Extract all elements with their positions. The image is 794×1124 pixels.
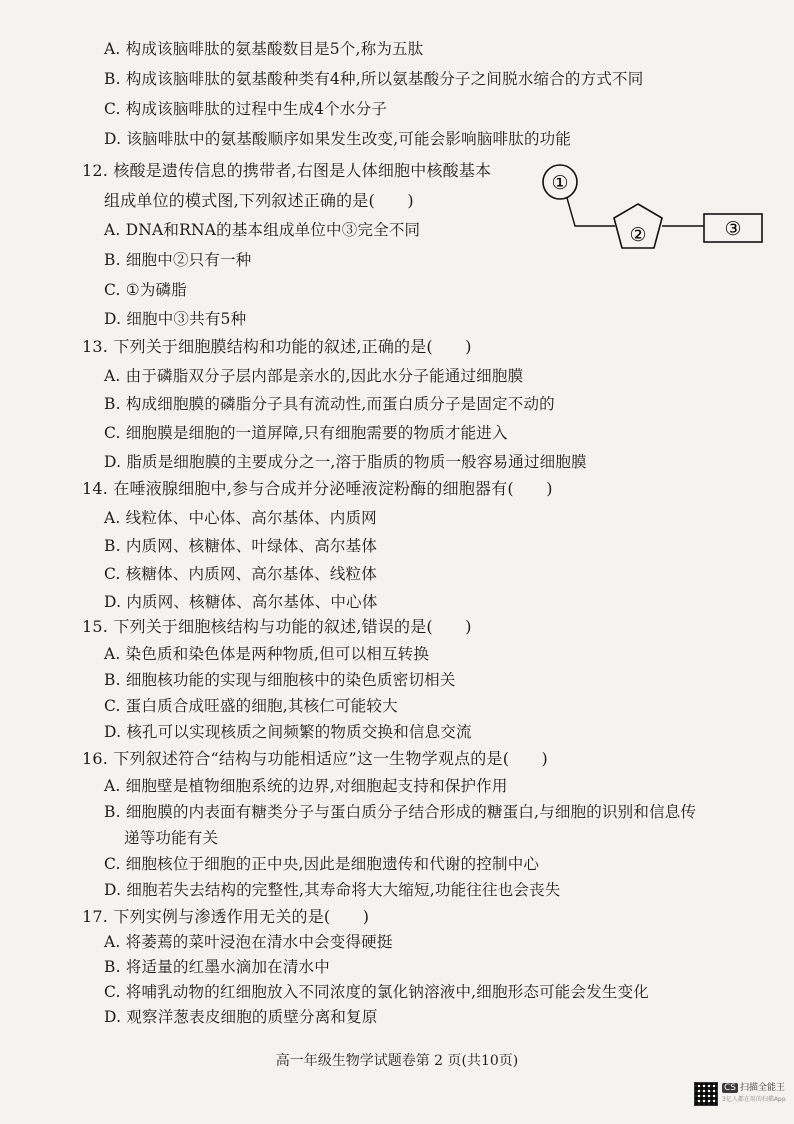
- diagram-label-1: ①: [551, 172, 569, 194]
- q14-stem: 14. 在唾液腺细胞中,参与合成并分泌唾液淀粉酶的细胞器有( ): [82, 479, 553, 498]
- q17-option-b: B. 将适量的红墨水滴加在清水中: [104, 958, 330, 976]
- q13-option-a: A. 由于磷脂双分子层内部是亲水的,因此水分子能通过细胞膜: [104, 367, 524, 385]
- scanner-badge: [694, 1078, 788, 1110]
- q13-option-c: C. 细胞膜是细胞的一道屏障,只有细胞需要的物质才能进入: [104, 424, 508, 442]
- scanner-badge-label: 扫描全能王: [740, 1083, 786, 1093]
- q12-stem-line2: 组成单位的模式图,下列叙述正确的是( ): [104, 191, 414, 210]
- q12-option-d: D. 细胞中③共有5种: [104, 310, 247, 328]
- diagram-label-2: ②: [629, 224, 647, 246]
- q17-option-c: C. 将哺乳动物的红细胞放入不同浓度的氯化钠溶液中,细胞形态可能会发生变化: [104, 983, 649, 1001]
- q13-option-d: D. 脂质是细胞膜的主要成分之一,溶于脂质的物质一般容易通过细胞膜: [104, 453, 587, 471]
- q15-option-d: D. 核孔可以实现核质之间频繁的物质交换和信息交流: [104, 723, 472, 741]
- q12-option-a: A. DNA和RNA的基本组成单位中③完全不同: [104, 221, 421, 239]
- q14-option-b: B. 内质网、核糖体、叶绿体、高尔基体: [104, 537, 378, 555]
- q17-option-a: A. 将萎蔫的菜叶浸泡在清水中会变得硬挺: [104, 933, 393, 951]
- q17-option-d: D. 观察洋葱表皮细胞的质壁分离和复原: [104, 1008, 378, 1026]
- q14-option-a: A. 线粒体、中心体、高尔基体、内质网: [104, 509, 377, 527]
- nucleotide-diagram: [540, 160, 780, 260]
- link-line-1: [567, 198, 615, 226]
- q15-option-c: C. 蛋白质合成旺盛的细胞,其核仁可能较大: [104, 697, 398, 715]
- q11-option-a: A. 构成该脑啡肽的氨基酸数目是5个,称为五肽: [104, 40, 424, 58]
- diagram-label-3: ③: [724, 218, 742, 240]
- q15-option-b: B. 细胞核功能的实现与细胞核中的染色质密切相关: [104, 671, 456, 689]
- scanner-logo-icon: CS: [724, 1083, 736, 1093]
- q12-option-b: B. 细胞中②只有一种: [104, 251, 252, 269]
- q12-option-c: C. ①为磷脂: [104, 281, 187, 299]
- q16-option-d: D. 细胞若失去结构的完整性,其寿命将大大缩短,功能往往也会丧失: [104, 881, 561, 899]
- q16-option-a: A. 细胞壁是植物细胞系统的边界,对细胞起支持和保护作用: [104, 777, 508, 795]
- q16-stem: 16. 下列叙述符合“结构与功能相适应”这一生物学观点的是( ): [82, 749, 548, 768]
- q14-option-c: C. 核糖体、内质网、高尔基体、线粒体: [104, 565, 377, 583]
- q11-option-d: D. 该脑啡肽中的氨基酸顺序如果发生改变,可能会影响脑啡肽的功能: [104, 130, 572, 148]
- page-footer: 高一年级生物学试题卷第 2 页(共10页): [275, 1053, 519, 1069]
- q17-stem: 17. 下列实例与渗透作用无关的是( ): [82, 907, 370, 926]
- scanner-badge-text: [722, 1083, 786, 1105]
- q12-stem-line1: 12. 核酸是遗传信息的携带者,右图是人体细胞中核酸基本: [82, 161, 492, 180]
- q13-stem: 13. 下列关于细胞膜结构和功能的叙述,正确的是( ): [82, 337, 472, 356]
- q15-stem: 15. 下列关于细胞核结构与功能的叙述,错误的是( ): [82, 617, 472, 636]
- q11-option-b: B. 构成该脑啡肽的氨基酸种类有4种,所以氨基酸分子之间脱水缩合的方式不同: [104, 70, 644, 88]
- q16-option-b-line1: B. 细胞膜的内表面有糖类分子与蛋白质分子结合形成的糖蛋白,与细胞的识别和信息传: [104, 803, 697, 821]
- scanner-badge-sub: 3亿人都在用的扫描App: [722, 1096, 786, 1103]
- q14-option-d: D. 内质网、核糖体、高尔基体、中心体: [104, 593, 378, 611]
- q13-option-b: B. 构成细胞膜的磷脂分子具有流动性,而蛋白质分子是固定不动的: [104, 395, 555, 413]
- q11-option-c: C. 构成该脑啡肽的过程中生成4个水分子: [104, 100, 388, 118]
- q15-option-a: A. 染色质和染色体是两种物质,但可以相互转换: [104, 645, 430, 663]
- q16-option-b-line2: 递等功能有关: [124, 829, 219, 847]
- q16-option-c: C. 细胞核位于细胞的正中央,因此是细胞遗传和代谢的控制中心: [104, 855, 540, 873]
- qr-code-icon: [694, 1082, 718, 1106]
